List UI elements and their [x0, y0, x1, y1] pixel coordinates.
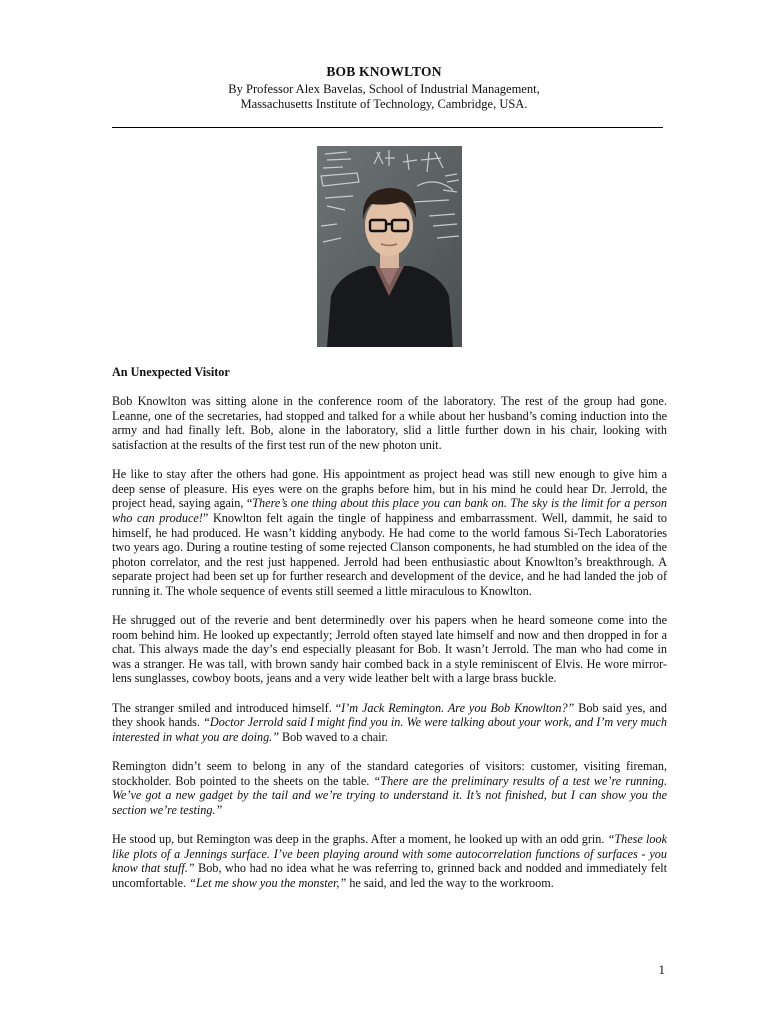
- paragraph: [112, 613, 667, 686]
- quoted-speech: “Let me show you the monster,”: [189, 875, 347, 890]
- paragraph: [112, 832, 667, 890]
- paragraph: [112, 701, 667, 745]
- paragraph-list: [112, 394, 667, 890]
- quoted-speech: I’m Jack Remington. Are you Bob Knowlton?”: [341, 700, 575, 715]
- paragraph-text: Bob said yes, and they shook hands.: [112, 700, 667, 730]
- section-heading: An Unexpected Visitor: [112, 365, 230, 379]
- paragraph: [112, 467, 667, 598]
- paragraph-text: The stranger smiled and introduced himself. “: [112, 700, 342, 715]
- paragraph: [112, 394, 667, 452]
- paragraph-text: Bob Knowlton was sitting alone in the conference room of the laboratory. The rest of the group had gone. Leanne, one of the secretaries, had stopped and talked for a while about her husband’s coming induction into the army and had finally left. Bob, alone in the laboratory, slid a little further down in his chair, looking with satisfaction at the results of the first test run of the new photon unit.: [112, 394, 667, 452]
- paragraph-text: he said, and led the way to the workroom.: [346, 875, 554, 890]
- paragraph: [112, 759, 667, 817]
- byline-author: By Professor Alex Bavelas, School of Industrial Management,: [228, 82, 540, 96]
- document-title: BOB KNOWLTON: [326, 64, 442, 79]
- paragraph-text: Bob, who had no idea what he was referring to, grinned back and nodded and immediately felt uncomfortable.: [112, 861, 667, 890]
- quoted-speech: “These look like plots of a Jennings surface. I’ve been playing around with some autocorrelation functions of surfaces - you know that stuff.”: [112, 832, 667, 876]
- quoted-speech: “Doctor Jerrold said I might find you in. We were talking about your work, and I’m very much interested in what you are doing.”: [112, 715, 667, 744]
- author-photo: [317, 146, 462, 347]
- paragraph-text: ” Knowlton felt again the tingle of happiness and embarrassment. Well, dammit, he said to himself, he had produced. He wasn’t kidding anybody. He had come to the world famous Si-Tech Laboratories two years ago. During a routine testing of some rejected Clanson components, he had stumbled on the idea of the photon correlator, and the rest just happened. Jerrold had been enthusiastic about Knowlton’s breakthrough. A separate project had been set up for further research and development of the device, and he had landed the job of running it. The whole sequence of events still seemed a little miraculous to Knowlton.: [112, 510, 667, 598]
- paragraph-text: He shrugged out of the reverie and bent determinedly over his papers when he heard someone come into the room behind him. He looked up expectantly; Jerrold often stayed late himself and now and then dropped in for a chat. This always made the day’s end especially pleasant for Bob. It wasn’t Jerrold. The man who had come in was a stranger. He was tall, with brown sandy hair combed back in a style reminiscent of Elvis. He wore mirror-lens sunglasses, cowboy boots, jeans and a very wide leather belt with a large brass buckle.: [112, 613, 667, 686]
- paragraph-text: He stood up, but Remington was deep in the graphs. After a moment, he looked up with an odd grin.: [112, 832, 608, 846]
- author-photo-image: [317, 146, 462, 347]
- header-divider: [112, 127, 663, 128]
- paragraph-text: Bob waved to a chair.: [279, 729, 388, 744]
- quoted-speech: There’s one thing about this place you can bank on. The sky is the limit for a person who can produce!: [112, 496, 667, 525]
- paragraph-text: Remington didn’t seem to belong in any of the standard categories of visitors: customer, visiting fireman, stockholder. Bob pointed to the sheets on the table.: [112, 759, 667, 788]
- article-body: [112, 365, 667, 905]
- byline-institution: Massachusetts Institute of Technology, Cambridge, USA.: [240, 97, 528, 111]
- quoted-speech: “There are the preliminary results of a test we’re running. We’ve got a new gadget by the tail and we’re trying to understand it. It’s not finished, but I can show you the section we’re testing.”: [112, 773, 667, 817]
- page-number: 1: [658, 962, 665, 977]
- paragraph-text: He like to stay after the others had gone. His appointment as project head was still new enough to give him a deep sense of pleasure. His eyes were on the graphs before him, but in his mind he could hear Dr. Jerrold, the project head, saying again, “: [112, 467, 667, 511]
